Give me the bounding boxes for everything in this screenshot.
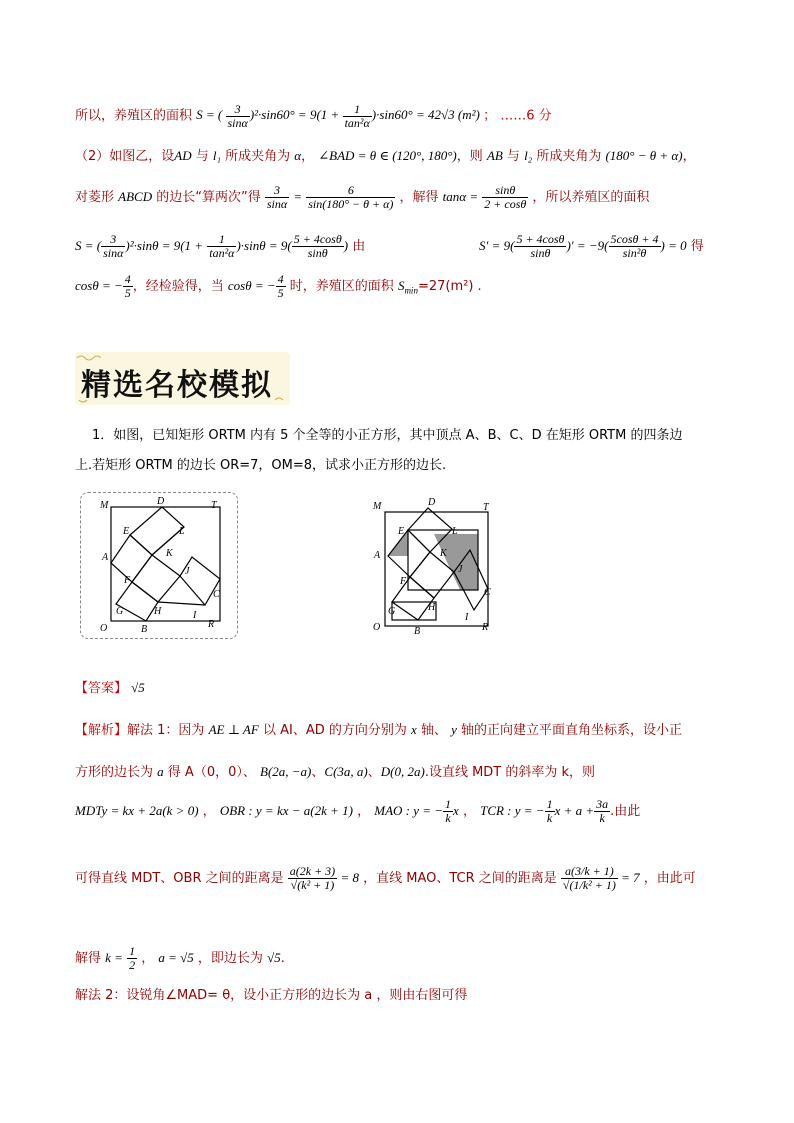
analysis-line-6: 解法 2：设锐角∠MAD= θ，设小正方形的边长为 a ，则由右图可得 <box>75 988 468 1003</box>
svg-text:D: D <box>428 497 436 508</box>
svg-text:K: K <box>440 548 447 559</box>
area-function-line: S = ( $\frac{3}{\sin\alpha}$ )²·sinθ = 9(1 + $\frac{1}{\text{tan²α}}$ )·sinθ = 9( $\frac{5 + 4\cos\theta}{\sin\theta}$ ) 由 <box>75 232 366 260</box>
fraction: $\frac{5 + 4\cos\theta}{\sin\theta}$ <box>516 232 565 260</box>
analysis-text: ，由此可 <box>643 871 696 886</box>
svg-text:F: F <box>124 575 131 586</box>
svg-text:C: C <box>484 587 491 598</box>
analysis-text: 轴、 <box>420 723 447 738</box>
svg-text:T: T <box>483 502 489 513</box>
analysis-line-4: 可得直线 MDT、OBR 之间的距离是 $\frac{a(2k + 3)}{\text{√(k² + 1)}}$ = 8 ，直线 MAO、TCR 之间的距离是 $\frac{a(3/k + 1)}{\text{√(1/k² + 1)}}$ = 7 ，由此可 <box>75 864 696 892</box>
svg-text:G: G <box>388 606 396 617</box>
analysis-text: 轴的正向建立平面直角坐标系，设小正 <box>461 723 683 738</box>
svg-text:I: I <box>465 612 469 623</box>
analysis-label: 【解析】 <box>75 723 128 738</box>
analysis-line-5: 解得 k = $\frac{1}{2}$ ， a = √5 ，即边长为 √5. <box>75 944 285 972</box>
fraction: $\frac{a(3/k + 1)}{\text{√(1/k² + 1)}}$ <box>562 864 616 892</box>
fraction: $\frac{1}{\text{tan²α}}$ <box>344 102 370 130</box>
rhombus-side-line: 对菱形 ABCD 的边长“算两次”得 $\frac{3}{\sin\alpha}$ = $\frac{6}{\sin(180^\circ - \theta + \alpha)}$ ，解得 tanα = $\frac{\sin\theta}{2 + \cos\theta}$ ，所以养殖区的面积 <box>75 183 650 211</box>
svg-text:F: F <box>400 576 407 587</box>
svg-text:R: R <box>208 619 215 630</box>
area-formula-line <box>75 103 552 130</box>
svg-text:G: G <box>116 606 124 617</box>
area-intro-text: 所以，养殖区的面积 <box>75 108 193 124</box>
figure-left <box>80 492 240 642</box>
svg-text:O: O <box>100 623 108 634</box>
min-area-line: cosθ = − $\frac{4}{5}$ ，经检验得，当 cosθ = − $\frac{4}{5}$ 时，养殖区的面积 $S_{min}=27(m^2)$ . <box>75 272 482 300</box>
svg-text:J: J <box>185 566 190 577</box>
svg-text:H: H <box>154 606 162 617</box>
answer-value: √5 <box>131 680 145 695</box>
figure-right <box>370 492 500 642</box>
svg-text:I: I <box>193 610 197 621</box>
fraction: $\frac{3}{\sin\alpha}$ <box>103 232 124 260</box>
part2-intro-line: （2）如图乙，设AD 与 l₁ 所成夹角为 α， ∠BAD = θ ∈ (120°, 180°)，则 AB 与 l₂ 所成夹角为 (180° − θ + α)， <box>75 148 696 164</box>
angle-definition: AD <box>174 148 192 163</box>
fraction: $\frac{4}{5}$ <box>124 272 131 300</box>
svg-text:C: C <box>213 589 220 600</box>
svg-text:A: A <box>374 550 381 561</box>
svg-text:E: E <box>398 526 405 537</box>
fraction: $\frac{5 + 4\cos\theta}{\sin\theta}$ <box>293 232 342 260</box>
analysis-text: 以 AI、AD 的方向分别为 <box>262 723 407 738</box>
part2-label: （2）如图乙，设 <box>75 149 175 164</box>
fraction: $\frac{5\cos\theta + 4}{\text{sin²θ}}$ <box>610 232 659 260</box>
problem-line-2: 上.若矩形 ORTM 的边长 OR=7，OM=8，试求小正方形的边长. <box>75 458 447 473</box>
svg-text:M: M <box>373 501 382 512</box>
fraction: $\frac{1}{k}$ <box>445 797 452 825</box>
analysis-text: .设直线 MDT 的斜率为 k，则 <box>424 765 596 780</box>
svg-text:K: K <box>166 548 173 559</box>
fraction: $\frac{1}{\text{tan²α}}$ <box>209 232 235 260</box>
fraction: $\frac{3}{\sin\alpha}$ <box>227 102 248 130</box>
fraction: $\frac{a(2k + 3)}{\text{√(k² + 1)}}$ <box>289 864 336 892</box>
fraction: $\frac{\sin\theta}{2 + \cos\theta}$ <box>484 183 527 211</box>
svg-text:B: B <box>141 624 148 635</box>
analysis-text: 方形的边长为 <box>75 765 154 780</box>
svg-text:B: B <box>414 626 421 637</box>
score-note: ； ……6 分 <box>483 108 552 124</box>
answer-line <box>75 680 145 697</box>
area-formula: S = ( $\frac{3}{\sin\alpha}$ )²·sin60° = 9(1 + $\frac{1}{\text{tan²α}}$ )·sin60° = 42√3 (m²) <box>196 102 484 130</box>
derivative-line: S′ = 9( $\frac{5 + 4\cos\theta}{\sin\theta}$ )′ = −9( $\frac{5\cos\theta + 4}{\text{sin²θ}}$ ) = 0 得 <box>479 232 704 260</box>
svg-text:M: M <box>100 500 109 511</box>
answer-label: 【答案】 <box>75 681 128 696</box>
svg-text:L: L <box>452 526 458 537</box>
fraction: $\frac{1}{2}$ <box>129 944 136 972</box>
svg-text:L: L <box>179 526 185 537</box>
fraction: $\frac{3a}{k}$ <box>596 797 609 825</box>
problem-line-1: 1．如图，已知矩形 ORTM 内有 5 个全等的小正方形，其中顶点 A、B、C、D 在矩形 ORTM 的四条边 <box>92 428 683 443</box>
analysis-text: 得 A（0，0）、 <box>167 765 256 780</box>
fraction: $\frac{1}{k}$ <box>546 797 553 825</box>
fraction: $\frac{6}{\sin(180^\circ - \theta + \alpha)}$ <box>308 183 394 211</box>
analysis-text: 可得直线 MDT、OBR 之间的距离是 <box>75 871 284 886</box>
solution1-label: 解法 1：因为 <box>127 723 205 738</box>
svg-text:A: A <box>102 552 109 563</box>
section-banner <box>75 352 290 405</box>
svg-text:T: T <box>211 500 217 511</box>
svg-text:O: O <box>373 622 381 633</box>
analysis-text: ，直线 MAO、TCR 之间的距离是 <box>363 871 557 886</box>
svg-text:H: H <box>428 602 436 613</box>
svg-text:R: R <box>482 622 489 633</box>
analysis-text: 解得 <box>75 951 102 966</box>
svg-text:J: J <box>458 564 463 575</box>
analysis-line-1: 【解析】解法 1：因为 AE ⊥ AF 以 AI、AD 的方向分别为 x 轴、 y 轴的正向建立平面直角坐标系，设小正 <box>75 722 683 738</box>
fraction: $\frac{4}{5}$ <box>277 272 284 300</box>
analysis-text: ，即边长为 <box>197 951 263 966</box>
banner-title: 精选名校模拟 <box>81 368 273 403</box>
analysis-line-3: MDTy = kx + 2a(k > 0) ， OBR : y = kx − a(2k + 1) ， MAO : y = − $\frac{1}{k}$ x ， TCR : y = − $\frac{1}{k}$ x + a + $\frac{3a}{k}$ .由此 <box>75 797 641 825</box>
svg-text:E: E <box>123 526 130 537</box>
fraction: $\frac{3}{\sin\alpha}$ <box>266 183 288 211</box>
svg-text:D: D <box>157 496 165 507</box>
analysis-line-2: 方形的边长为 a 得 A（0，0）、 B(2a, −a)、C(3a, a)、D(0, 2a).设直线 MDT 的斜率为 k，则 <box>75 764 596 780</box>
